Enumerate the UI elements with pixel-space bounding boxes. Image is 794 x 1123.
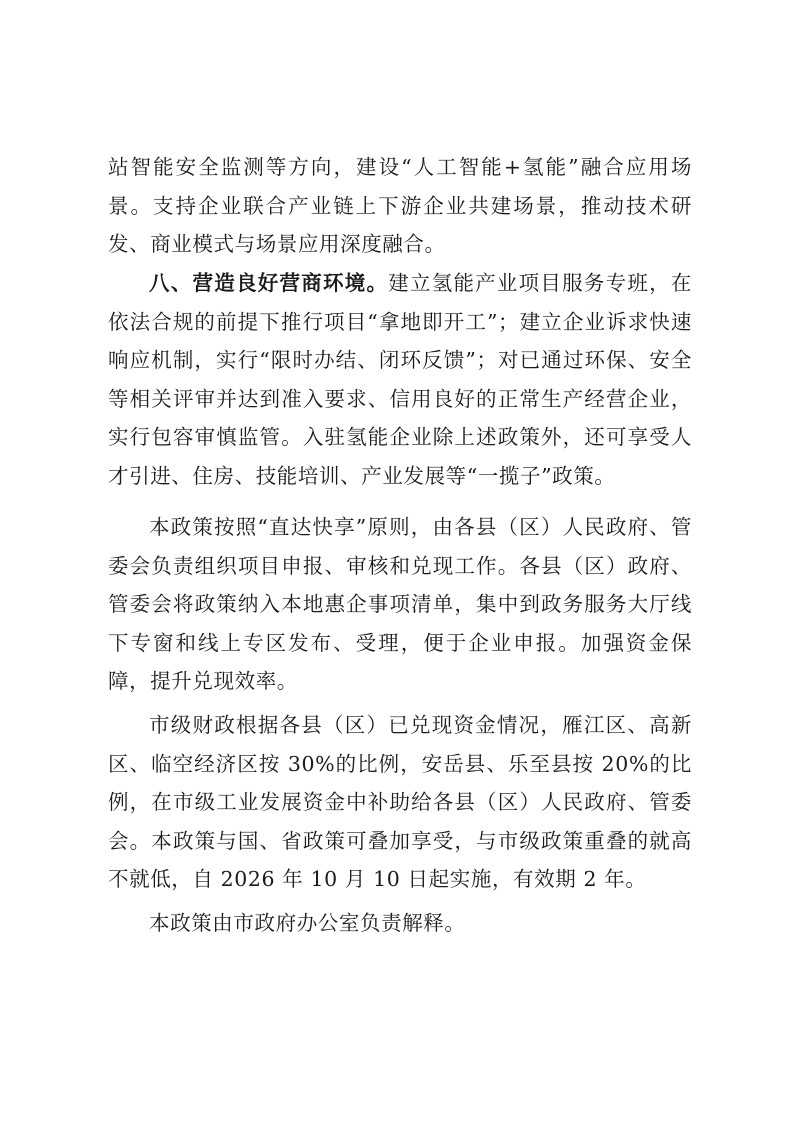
paragraph-interpretation — [108, 904, 692, 943]
paragraph-text: 建立氢能产业项目服务专班，在依法合规的前提下推行项目“拿地即开工”；建立企业诉求快速响应机制，实行“限时办结、闭环反馈”；对已通过环保、安全等相关评审并达到准入要求、信用良好的正常生产经营企业，实行包容审慎监管。入驻氢能企业除上述政策外，还可享受人才引进、住房、技能培训、产业发展等“一揽子”政策。 — [108, 271, 692, 488]
section-heading: 八、营造良好营商环境。 — [149, 271, 389, 295]
paragraph-text: 本政策按照“直达快享”原则，由各县（区）人民政府、管委会负责组织项目申报、审核和兑现工作。各县（区）政府、管委会将政策纳入本地惠企事项清单，集中到政务服务大厅线下专窗和线上专区发布、受理，便于企业申报。加强资金保障，提升兑现效率。 — [108, 515, 692, 694]
paragraph-body — [108, 264, 692, 496]
paragraph-financial-subsidy — [108, 706, 692, 899]
paragraph-text: 市级财政根据各县（区）已兑现资金情况，雁江区、高新区、临空经济区按 30%的比例，安岳县、乐至县按 20%的比例，在市级工业发展资金中补助给各县（区）人民政府、管委会。本政策与国、省政策可叠加享受，与市级政策重叠的就高不就低，自 2026 年 10 月 10 日起实施，有效期 2 年。 — [108, 713, 692, 892]
paragraph-section-eight — [108, 264, 692, 496]
paragraph-text: 本政策由市政府办公室负责解释。 — [149, 911, 466, 935]
paragraph-text: 站智能安全监测等方向，建设“人工智能+氢能”融合应用场景。支持企业联合产业链上下游企业共建场景，推动技术研发、商业模式与场景应用深度融合。 — [108, 155, 692, 257]
paragraph-continuation — [108, 148, 692, 264]
paragraph-policy-implementation — [108, 508, 692, 701]
